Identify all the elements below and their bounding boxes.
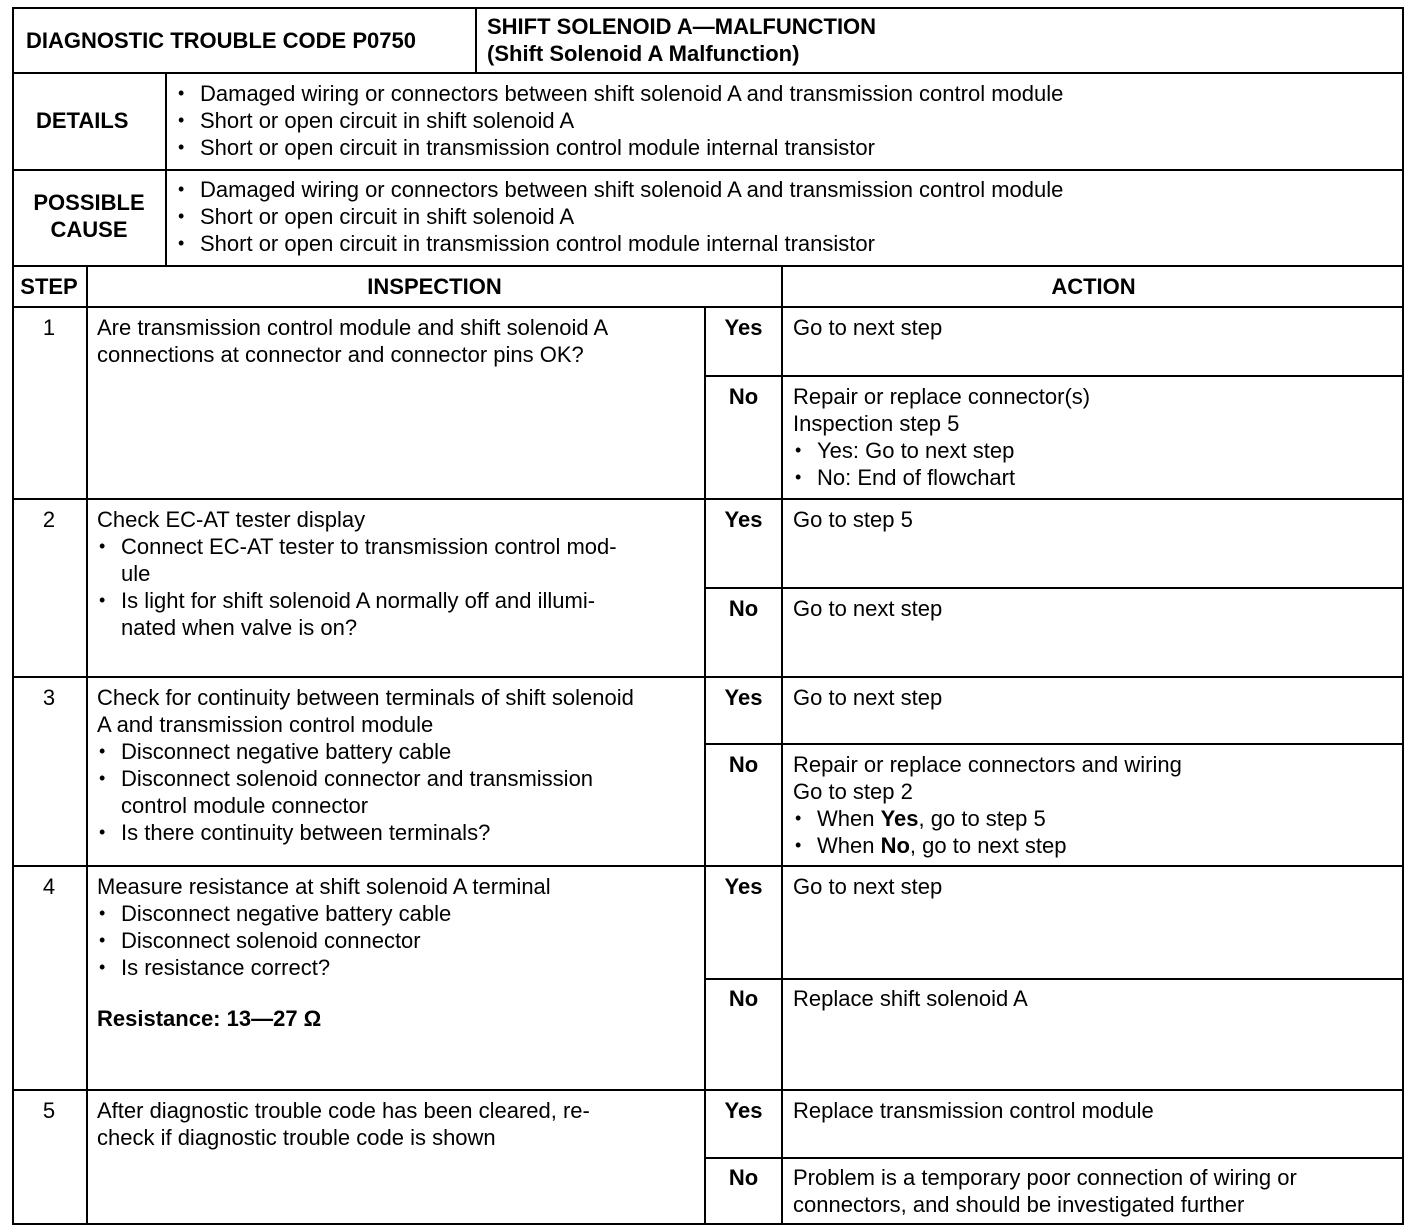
yes-label: Yes [724,315,763,340]
header-divider [475,7,477,74]
action-line: Problem is a temporary poor connection of wiring or [793,1165,1297,1190]
inspection-bullets [97,738,634,846]
inspection-bullet [97,765,634,819]
step-inspection [97,1097,590,1151]
step-number: 1 [42,315,56,340]
action-bullet: • Yes: Go to next step [793,437,1090,464]
possible-cause-label-line2: CAUSE [50,217,128,242]
possible-cause-divider [165,169,167,267]
dtc-subtitle: (Shift Solenoid A Malfunction) [487,41,800,66]
possible-cause-item: • Short or open circuit in transmission control module internal transistor [176,230,1063,257]
step-column-divider [86,265,88,1225]
dtc-code-label: DIAGNOSTIC TROUBLE CODE P0750 [26,28,416,53]
inspection-line: A and transmission control module [97,712,434,737]
yes-no-rule [704,743,1404,745]
inspection-line: Measure resistance at shift solenoid A terminal [97,874,551,899]
step-inspection [97,684,634,846]
bullet-line: • Is there continuity between terminals? [121,820,491,845]
inspection-bullet [97,738,634,765]
no-label: No [728,596,759,621]
step-rule [12,498,1404,500]
column-header-rule [12,306,1404,308]
inspection-bullets [97,900,551,981]
inspection-bullet [97,587,617,641]
action-bullet: • When Yes, go to step 5 [793,805,1182,832]
yes-label: Yes [724,685,763,710]
possible-cause-list [176,176,1063,257]
action-bullet: • No: End of flowchart [793,464,1090,491]
column-header-step: STEP [20,274,78,299]
yes-action: Go to next step [793,315,943,340]
yes-no-rule [704,1157,1404,1159]
inspection-bullet [97,819,634,846]
action-line: Repair or replace connector(s) [793,384,1091,409]
bullet-line: control module connector [121,793,369,818]
no-action: Go to next step [793,596,943,621]
yes-label: Yes [724,1098,763,1123]
yes-action: Replace transmission control module [793,1098,1154,1123]
no-label: No [728,384,759,409]
action-line: Go to step 2 [793,779,913,804]
column-header-inspection: INSPECTION [367,274,502,299]
yes-label: Yes [724,874,763,899]
possible-cause-item: • Short or open circuit in shift solenoid A [176,203,1063,230]
inspection-bullet: • Disconnect solenoid connector [97,927,551,954]
action-column-divider [781,265,783,1225]
inspection-line: connections at connector and connector pins OK? [97,342,584,367]
details-item: • Short or open circuit in shift solenoid A [176,107,1063,134]
details-list [176,80,1063,161]
yes-no-rule [704,375,1404,377]
action-line: connectors, and should be investigated further [793,1192,1245,1217]
no-label: No [728,986,759,1011]
yes-action: Go to step 5 [793,507,913,532]
details-label: DETAILS [36,108,129,133]
dtc-title: SHIFT SOLENOID A—MALFUNCTION [487,14,877,39]
possible-cause-label [16,189,162,243]
resistance-spec: Resistance: 13—27 Ω [97,1006,322,1031]
step-inspection [97,314,608,368]
possible-cause-item: • Damaged wiring or connectors between shift solenoid A and transmission control module [176,176,1063,203]
bullet-line: nated when valve is on? [121,615,358,640]
inspection-bullet: • Disconnect negative battery cable [97,900,551,927]
no-label: No [728,1165,759,1190]
bullet-line: • Disconnect solenoid connector and transmission [121,766,594,791]
no-action [793,383,1090,491]
action-line: Inspection step 5 [793,411,960,436]
no-label: No [728,752,759,777]
bullet-line: • Disconnect negative battery cable [121,739,452,764]
no-action [793,751,1182,859]
yes-action: Go to next step [793,685,943,710]
action-line: Repair or replace connectors and wiring [793,752,1182,777]
action-bullet: • When No, go to next step [793,832,1182,859]
column-header-action: ACTION [1051,274,1136,299]
bullet-line: • Connect EC-AT tester to transmission control mod- [121,534,617,559]
inspection-line: Are transmission control module and shift solenoid A [97,315,609,340]
yes-no-rule [704,587,1404,589]
step-inspection [97,506,617,641]
bullet-line: ule [121,561,151,586]
no-action [793,1164,1297,1218]
action-bullets [793,805,1182,859]
yes-action: Go to next step [793,874,943,899]
details-item: • Damaged wiring or connectors between shift solenoid A and transmission control module [176,80,1063,107]
no-action: Replace shift solenoid A [793,986,1028,1011]
step-number: 3 [42,685,56,710]
step-rule [12,676,1404,678]
step-number: 4 [42,874,56,899]
step-number: 2 [42,507,56,532]
inspection-bullet: • Is resistance correct? [97,954,551,981]
inspection-bullets [97,533,617,641]
bullet-line: • Is light for shift solenoid A normally off and illumi- [121,588,596,613]
yes-no-rule [704,978,1404,980]
inspection-line: After diagnostic trouble code has been cleared, re- [97,1098,590,1123]
yes-label: Yes [724,507,763,532]
action-bullets [793,437,1090,491]
inspection-bullet [97,533,617,587]
step-rule [12,865,1404,867]
details-divider [165,72,167,171]
step-number: 5 [42,1098,56,1123]
step-rule [12,1089,1404,1091]
inspection-line: Check for continuity between terminals of shift solenoid [97,685,634,710]
step-inspection [97,873,551,981]
possible-cause-label-line1: POSSIBLE [33,190,145,215]
inspection-line: Check EC-AT tester display [97,507,366,532]
inspection-line: check if diagnostic trouble code is shown [97,1125,496,1150]
details-item: • Short or open circuit in transmission control module internal transistor [176,134,1063,161]
